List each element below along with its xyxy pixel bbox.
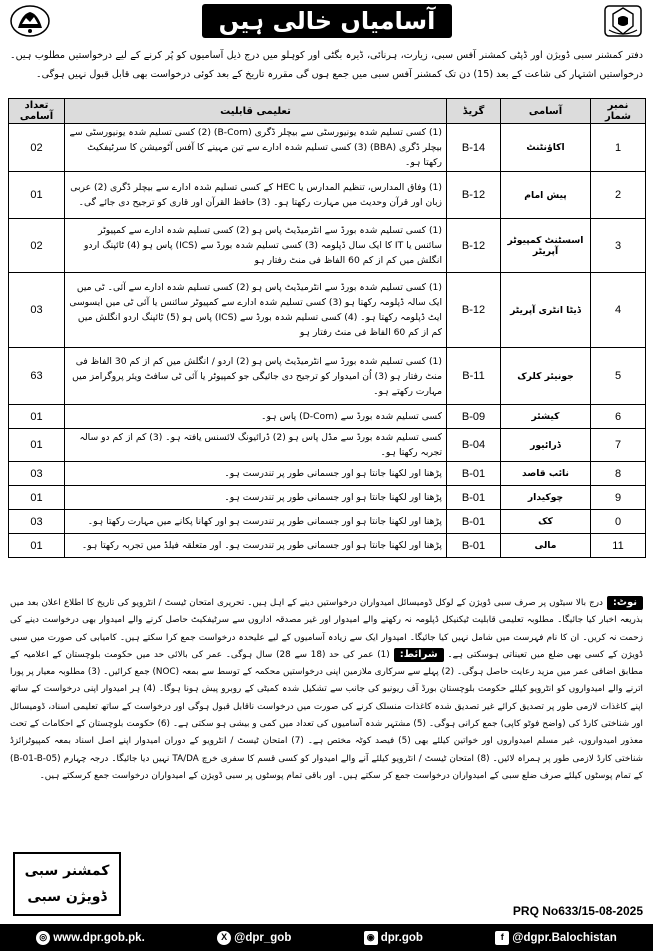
post-title: ڈیٹا انٹری آپریٹر	[501, 273, 591, 348]
post-count: 01	[9, 486, 65, 510]
website-text: www.dpr.gob.pk.	[53, 931, 145, 944]
grade: B-04	[447, 429, 501, 462]
post-count: 01	[9, 534, 65, 558]
post-title: کیشئر	[501, 405, 591, 429]
post-count: 02	[9, 124, 65, 172]
table-row	[9, 429, 646, 462]
serial-number: 4	[591, 273, 646, 348]
note-text: درج بالا سیٹوں پر صرف سبی ڈویژن کے لوکل ڈومیسائل امیدواران درخواستیں دینے کے اہل ہیں۔ تحریری امتحان ٹیسٹ / انٹرویو کی تاریخ کا اطلاع اعلان بعد میں بذریعہ اخبار کیا جائیگا۔ مطلوبہ تعلیمی قابلیت ٹیکنیکل ڈپلومہ نہ رکھنے والے امیدوار اور غیر مصدقہ اداروں سے سرٹیفکیٹ حاصل کرنے والے امیدوار بھی درخواست دینے کی زحمت نہ کریں۔ ان کا نام فہرست میں شامل نہیں کیا جائیگا۔ امیدوار ایک سے زیادہ آسامیوں کے لیے علیحدہ درخواست جمع کرا سکتے ہیں۔ کامیابی کی صورت میں سبی ڈویژن کے کسی بھی ضلع میں تعیناتی ہوسکتی ہے۔	[10, 598, 643, 660]
serial-number: 11	[591, 534, 646, 558]
post-title: نائب قاصد	[501, 462, 591, 486]
table-row	[9, 462, 646, 486]
header-qualification: تعلیمی قابلیت	[65, 99, 447, 124]
vacancies-table	[8, 98, 646, 558]
post-title: اسسٹنٹ کمپیوٹر آپریٹر	[501, 219, 591, 273]
post-title: پیش امام	[501, 172, 591, 219]
grade: B-01	[447, 534, 501, 558]
intro-text: دفتر کمشنر سبی ڈویژن اور ڈپٹی کمشنر آفس سبی، زیارت، ہرنائی، ڈیرہ بگٹی اور کوہلو میں درج ذیل آسامیوں کو پُر کرنے کے لیے درخواستیں مطلوب ہیں۔ درخواستیں اشتہار کی شاعت کے بعد (15) دن تک کمشنر آفس سبی میں جمع ہوں گی مقررہ تاریخ کے بعد کوئی درخواست بھی قابل قبول نہیں ہوگی۔	[10, 50, 643, 80]
commissioner-line-2: ڈویژن سبی	[27, 889, 107, 905]
qualification: (1) کسی تسلیم شدہ بورڈ سے انٹرمیڈیٹ پاس ہو (2) اردو / انگلش میں کم از کم 30 الفاظ فی منٹ رفتار ہو (3) اُن امیدوار کو ترجیح دی جائیگی جو کمپیوٹر یا آئی ٹی سافٹ ویئر پروگرامز میں مہارت رکھتے ہو۔	[65, 348, 447, 405]
qualification: پڑھنا اور لکھنا جانتا ہو اور جسمانی طور پر تندرست ہو۔ اور متعلقہ فیلڈ میں تجربہ رکھتا ہو۔	[65, 534, 447, 558]
table-row	[9, 510, 646, 534]
qualification: (1) کسی تسلیم شدہ بورڈ سے انٹرمیڈیٹ پاس ہو (2) کسی تسلیم شدہ ادارے سے آئی۔ ٹی میں ایک سالہ ڈپلومہ رکھتا ہو (3) کسی تسلیم شدہ ادارے سے کمپیوٹر سائنس یا آئی ٹی میں ایسوسی ایٹ ڈپلومہ رکھتا ہو۔ (4) کسی تسلیم شدہ بورڈ سے (ICS) پاس ہو (5) ٹائپنگ اردو انگلش میں کم از کم 60 الفاظ فی منٹ رفتار ہو	[65, 273, 447, 348]
post-title: چوکیدار	[501, 486, 591, 510]
serial-number: 1	[591, 124, 646, 172]
qualification: پڑھنا اور لکھنا جانتا ہو اور جسمانی طور پر تندرست ہو اور کھانا پکانے میں مہارت رکھتا ہو۔	[65, 510, 447, 534]
twitter-icon: X	[217, 931, 231, 945]
grade: B-12	[447, 172, 501, 219]
qualification: کسی تسلیم شدہ بورڈ سے مڈل پاس ہو (2) ڈرائیونگ لائسنس یافتہ ہو۔ (3) کم از کم دو سالہ تجربہ رکھتا ہو۔	[65, 429, 447, 462]
conditions-label: شرائط:	[394, 648, 444, 662]
post-count: 01	[9, 405, 65, 429]
table-row	[9, 219, 646, 273]
post-title: جونیئر کلرک	[501, 348, 591, 405]
qualification: پڑھنا اور لکھنا جانتا ہو اور جسمانی طور پر تندرست ہو۔	[65, 462, 447, 486]
grade: B-14	[447, 124, 501, 172]
facebook-icon: f	[495, 931, 509, 945]
note-label: نوٹ:	[607, 596, 643, 610]
post-count: 03	[9, 510, 65, 534]
qualification: کسی تسلیم شدہ بورڈ سے (D-Com) پاس ہو۔	[65, 405, 447, 429]
serial-number: 0	[591, 510, 646, 534]
instagram-link[interactable]	[364, 931, 423, 945]
footer-bar	[0, 924, 653, 951]
post-count: 01	[9, 172, 65, 219]
post-count: 02	[9, 219, 65, 273]
grade: B-12	[447, 219, 501, 273]
post-count: 01	[9, 429, 65, 462]
post-title: کک	[501, 510, 591, 534]
page-title: آسامیاں خالی ہیں	[202, 4, 452, 38]
commissioner-line-1: کمشنر سبی	[24, 863, 110, 879]
conditions-text: (1) عمر کی حد (18 سے 28) سال ہوگی۔ عمر کی بالائی حد میں حکومت بلوچستان کے اعلامیہ کے مطابق اضافی عمر میں مزید رعایت حاصل ہوگی۔ (2) پہلے سے سرکاری ملازمین اپنی درخواستیں محکمہ کے توسط سے بمعہ (NOC) جمع کرائیں۔ (3) مطلوبہ معیار پر پورا اترنے والے امیدواروں کو انٹرویو کیلئے حکومت بلوچستان بورڈ آف ریونیو کی جانب سے تشکیل شدہ کمیٹی کے روبرو پیش ہونا ہوگا۔ (4) ہر امیدوار اپنی درخواست کے ساتھ اپنے کاغذات لازمی طور پر تصدیق کرائے غیر تصدیق شدہ کاغذات منسلک کرنے کی صورت میں درخواست ناقابل قبول ہوگی اور درخواست کے ساتھ تعلیمی اسناد، ڈومیسائل اور شناختی کارڈ کی (واضح فوٹو کاپی) جمع کرانی ہوگی۔ (5) مشتہر شدہ آسامیوں کی تعداد میں کمی و بیشی ہو سکتی ہے۔ (6) حکومت بلوچستان کے احکامات کے تحت معذور امیدواروں، غیر مسلم امیدواروں اور خواتین کیلئے بھی (5) فیصد کوٹہ مختص ہے۔ (7) امتحان ٹیسٹ / انٹرویو کے دوران امیدوار اپنے اصل اسناد بمعہ کمپیوٹرائزڈ شناختی کارڈ لازمی طور پر ہمراہ لائیں۔ (8) امتحان ٹیسٹ / انٹرویو کیلئے آنے والے امیدوار کو کسی قسم کا سفری خرچ TA/DA نہیں دیا جائیگا۔ درجہ چہارم (B-01-B-05) کے تمام پوسٹوں کیلئے صرف ضلع سبی کے امیدواران درخواست جمع کر سکتے ہیں۔ اور باقی تمام پوسٹوں پر سبی ڈویژن کے امیدواران درخواست جمع کرسکتے ہیں۔	[10, 649, 644, 781]
post-count: 63	[9, 348, 65, 405]
serial-number: 7	[591, 429, 646, 462]
table-row	[9, 273, 646, 348]
header-serial-number: نمبر شمار	[591, 99, 646, 124]
globe-icon: ◎	[36, 931, 50, 945]
grade: B-09	[447, 405, 501, 429]
instagram-icon: ◉	[364, 931, 378, 945]
header-post: آسامی	[501, 99, 591, 124]
notes-section	[10, 595, 643, 785]
instagram-handle: dpr.gob	[380, 931, 423, 944]
government-emblem-left	[8, 4, 52, 38]
table-row	[9, 348, 646, 405]
serial-number: 6	[591, 405, 646, 429]
serial-number: 3	[591, 219, 646, 273]
header	[6, 4, 647, 40]
government-emblem-right	[601, 4, 645, 38]
qualification: (1) وفاق المدارس، تنظیم المدارس یا HEC کے کسی تسلیم شدہ ادارے سے بیچلر ڈگری (2) عربی زبان اور قرآن وحدیث میں مہارت رکھتا ہو۔ (3) حافظ القرآن اور قاری کو ترجیح دی جائے گی۔	[65, 172, 447, 219]
website-link[interactable]	[36, 931, 145, 945]
facebook-handle: @dgpr.Balochistan	[512, 931, 617, 944]
header-post-count: تعداد آسامی	[9, 99, 65, 124]
table-row	[9, 534, 646, 558]
serial-number: 9	[591, 486, 646, 510]
grade: B-12	[447, 273, 501, 348]
post-title: مالی	[501, 534, 591, 558]
post-count: 03	[9, 273, 65, 348]
qualification: (1) کسی تسلیم شدہ بورڈ سے انٹرمیڈیٹ پاس ہو (2) کسی تسلیم شدہ ادارے سے کمپیوٹر سائنس یا IT کا ایک سال ڈپلومہ (3) کسی تسلیم شدہ بورڈ سے (ICS) پاس ہو (4) ٹائپنگ اردو انگلش میں کم از کم 60 الفاظ فی منٹ رفتار ہو	[65, 219, 447, 273]
twitter-link[interactable]	[217, 931, 291, 945]
table-row	[9, 405, 646, 429]
prq-number: PRQ No633/15-08-2025	[512, 904, 643, 918]
facebook-link[interactable]	[495, 931, 617, 945]
commissioner-signature-block	[13, 852, 121, 916]
table-row	[9, 172, 646, 219]
grade: B-01	[447, 462, 501, 486]
qualification: (1) کسی تسلیم شدہ یونیورسٹی سے بیچلر ڈگری (B-Com) (2) کسی تسلیم شدہ یونیورسٹی سے بیچلر ڈگری (BBA) (3) کسی تسلیم شدہ ادارے سے تین مہینے کا آفس آٹومیشن کا سرٹیفکیٹ رکھتا ہو۔	[65, 124, 447, 172]
table-row	[9, 486, 646, 510]
post-count: 03	[9, 462, 65, 486]
serial-number: 5	[591, 348, 646, 405]
post-title: اکاؤنٹنٹ	[501, 124, 591, 172]
table-row	[9, 124, 646, 172]
post-title: ڈرائیور	[501, 429, 591, 462]
header-grade: گریڈ	[447, 99, 501, 124]
grade: B-01	[447, 510, 501, 534]
table-header-row	[9, 99, 646, 124]
twitter-handle: @dpr_gob	[234, 931, 292, 944]
qualification: پڑھنا اور لکھنا جانتا ہو اور جسمانی طور پر تندرست ہو۔	[65, 486, 447, 510]
serial-number: 2	[591, 172, 646, 219]
grade: B-11	[447, 348, 501, 405]
grade: B-01	[447, 486, 501, 510]
serial-number: 8	[591, 462, 646, 486]
